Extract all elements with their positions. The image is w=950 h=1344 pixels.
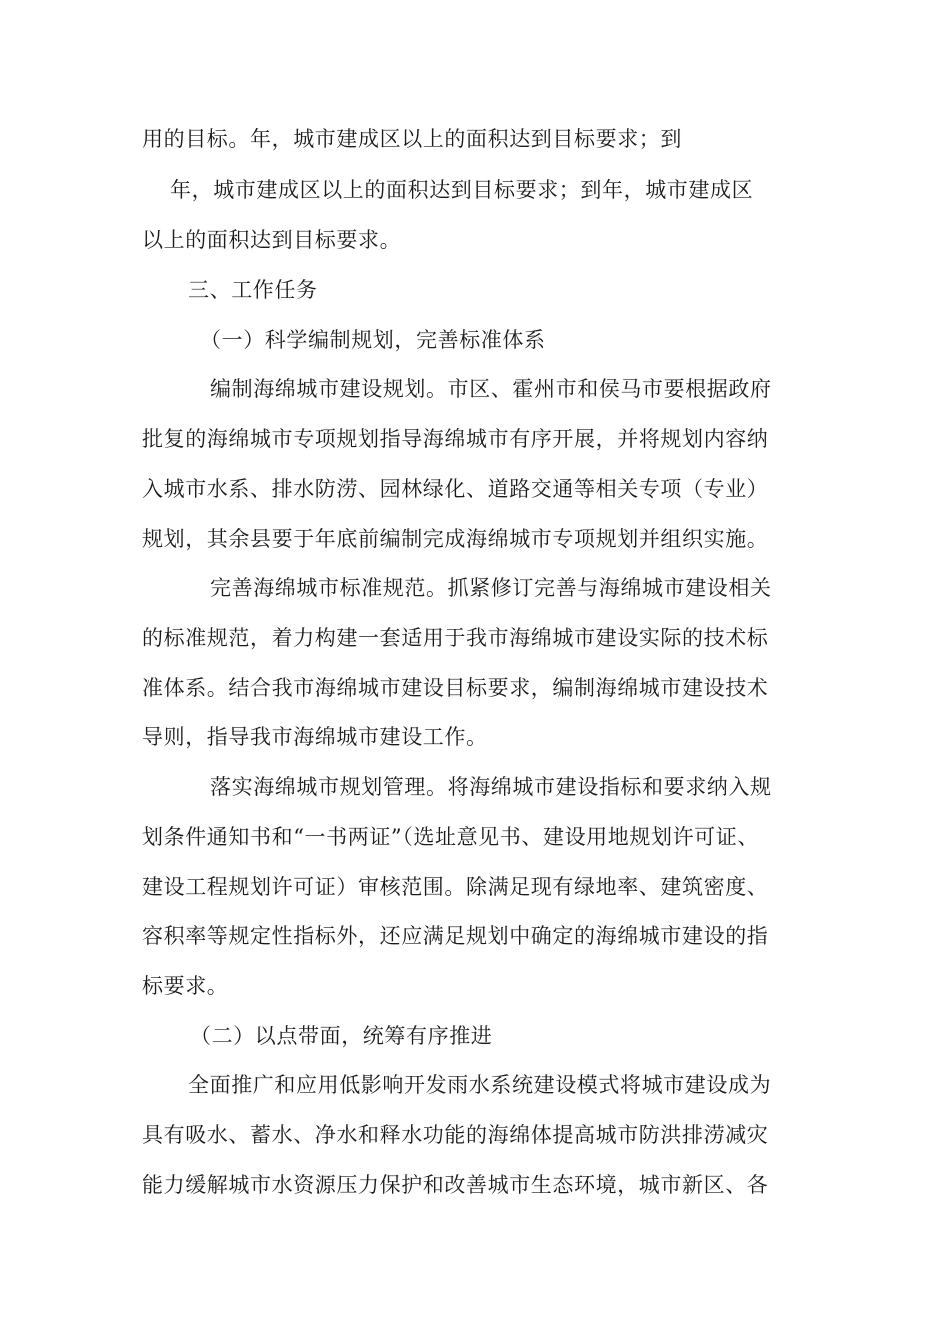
text-line-15: 划条件通知书和“一书两证”（选址意见书、建设用地规划许可证、 (142, 825, 759, 849)
text-line-3: 以上的面积达到目标要求。 (142, 228, 402, 252)
text-line-17: 容积率等规定性指标外，还应满足规划中确定的海绵城市建设的指 (142, 924, 769, 948)
text-line-14: 落实海绵城市规划管理。将海绵城市建设指标和要求纳入规 (210, 775, 772, 799)
text-line-8: 入城市水系、排水防涝、园林绿化、道路交通等相关专项（专业） (142, 477, 769, 501)
section-heading-3: 三、工作任务 (188, 278, 318, 302)
subsection-heading-2: （二）以点带面，统筹有序推进 (190, 1024, 493, 1048)
subsection-heading-1: （一）科学编制规划，完善标准体系 (200, 328, 546, 352)
text-line-13: 导则，指导我市海绵城市建设工作。 (142, 725, 488, 749)
text-line-9: 规划，其余县要于年底前编制完成海绵城市专项规划并组织实施。 (142, 527, 769, 551)
text-line-7: 批复的海绵城市专项规划指导海绵城市有序开展，并将规划内容纳 (142, 427, 769, 451)
text-line-12: 准体系。结合我市海绵城市建设目标要求，编制海绵城市建设技术 (142, 676, 769, 700)
text-line-2: 年，城市建成区以上的面积达到目标要求；到年，城市建成区 (170, 178, 754, 202)
text-line-20: 全面推广和应用低影响开发雨水系统建设模式将城市建设成为 (188, 1073, 772, 1097)
text-line-21: 具有吸水、蓄水、净水和释水功能的海绵体提高城市防洪排涝减灾 (142, 1123, 769, 1147)
text-line-22: 能力缓解城市水资源压力保护和改善城市生态环境，城市新区、各 (142, 1173, 769, 1197)
text-line-6: 编制海绵城市建设规划。市区、霍州市和侯马市要根据政府 (210, 377, 772, 401)
text-line-11: 的标准规范，着力构建一套适用于我市海绵城市建设实际的技术标 (142, 626, 769, 650)
text-line-16: 建设工程规划许可证）审核范围。除满足现有绿地率、建筑密度、 (142, 875, 769, 899)
text-line-10: 完善海绵城市标准规范。抓紧修订完善与海绵城市建设相关 (210, 576, 772, 600)
text-line-18: 标要求。 (142, 974, 229, 998)
text-line-1: 用的目标。年，城市建成区以上的面积达到目标要求；到 (142, 127, 682, 151)
